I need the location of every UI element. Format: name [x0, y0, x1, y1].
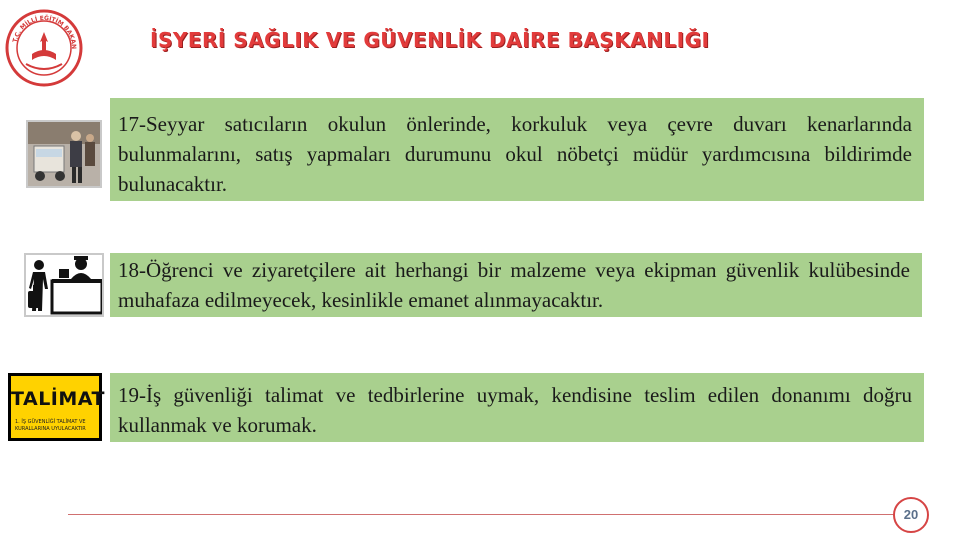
street-vendor-photo [26, 120, 102, 188]
talimat-sign-subtitle: 1. İŞ GÜVENLİĞİ TALİMAT VE KURALLARINA UYULACAKTIR [15, 419, 86, 432]
luggage-check-icon [24, 253, 104, 317]
meb-seal-icon [4, 8, 84, 88]
logo-text: T.C. MİLLİ EĞİTİM BAKAN [11, 14, 78, 50]
talimat-sign-icon [8, 373, 105, 441]
instruction-item-19: 19-İş güvenliği talimat ve tedbirlerine uymak, kendisine teslim edilen donanımı doğru kullanmak ve korumak. [110, 373, 924, 442]
instruction-item-17: 17-Seyyar satıcıların okulun önlerinde, korkuluk veya çevre duvarı kenarlarında bulunmalarını, satış yapmaları durumunu okul nöbetçi müdür yardımcısına bildirimde bulunacaktır. [110, 98, 924, 201]
instruction-item-18: 18-Öğrenci ve ziyaretçilere ait herhangi bir malzeme veya ekipman güvenlik kulübesinde muhafaza edilmeyecek, kesinlikle emanet alınmayacaktır. [110, 253, 922, 317]
page-number: 20 [893, 497, 929, 533]
talimat-sign-title: TALİMAT [11, 388, 105, 410]
page-title: İŞYERİ SAĞLIK VE GÜVENLİK DAİRE BAŞKANLIĞI [150, 28, 710, 52]
footer-divider [68, 514, 896, 515]
